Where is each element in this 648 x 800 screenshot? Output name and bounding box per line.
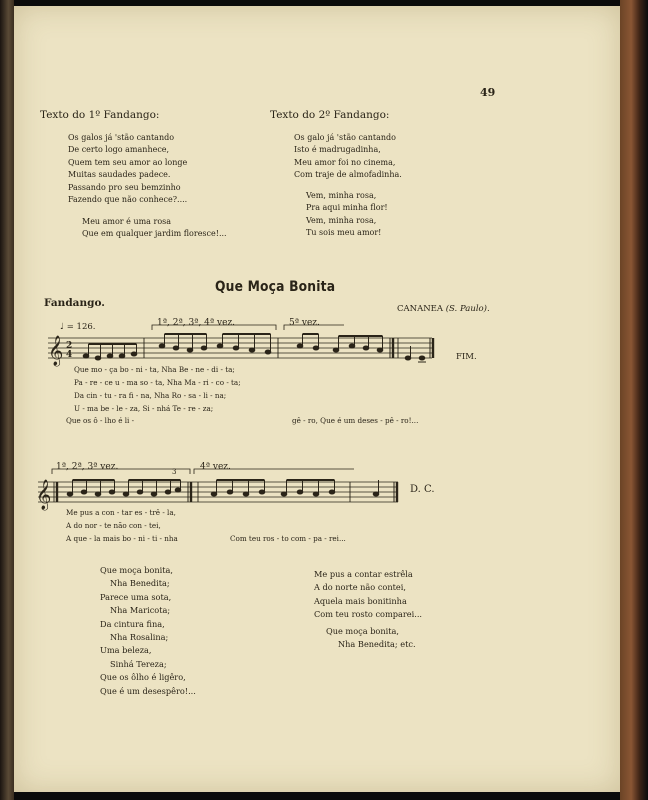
staff-lines [48,338,432,358]
verse-line: Me pus a contar estrêla [314,569,413,579]
treble-clef-icon: 𝄞 [48,336,64,366]
verse-line: Da cintura fina, [100,618,165,629]
treble-clef-icon: 𝄞 [36,480,52,510]
staff-lines [38,482,398,502]
volta-bracket-4 [194,469,354,474]
page-number: 49 [480,86,496,99]
volta-3-label: 1ª, 2ª, 3ª vez. [56,462,119,472]
song-title: Que Moça Bonita [215,279,336,295]
origin-region: (S. Paulo). [445,304,490,314]
verse-line: Com teu rosto comparei... [314,609,423,620]
notes-group-2 [54,480,397,502]
fandango1-heading: Texto do 1º Fandango: [40,109,160,121]
volta-bracket-1 [152,325,276,330]
lyrics-system-2 [66,506,178,545]
verse-line: Que moça bonita, [326,626,400,636]
fandango1-stanza1 [68,132,187,206]
fandango2-stanza2 [306,190,388,240]
text-left-column [100,564,196,698]
verse-line: Os galo já 'stão cantando [294,133,396,142]
fandango2-stanza1 [294,132,402,182]
volta-2-label: 5ª vez. [289,318,320,328]
lyric-line: U - ma be - le - za, Si - nhá Te - re - za; [74,404,214,413]
volta-1-label: 1ª, 2ª, 3ª, 4ª vez. [157,318,236,328]
tuplet-number: 3 [172,468,177,476]
lyric-line: Da cin - tu - ra fi - na, Nha Ro - sa - li - na; [74,391,227,400]
verse-line: Que os ôlho é ligêro, [100,672,186,683]
verse-line: Meu amor é uma rosa [82,217,172,226]
verse-line: Nha Benedita; [110,578,170,589]
verse-line: Fazendo que não conhece?.... [68,195,188,205]
dc-marking: D. C. [410,484,435,495]
verse-line: Muitas saudades padece. [68,170,171,180]
verse-line: Que é um desespêro!... [100,685,196,696]
verse-line: Sinhá Tereza; [110,658,167,669]
verse-line: Que moça bonita, [100,565,174,575]
volta-bracket-2 [284,325,344,330]
origin-place: CANANEA [397,304,443,314]
book-cover-edge [620,0,648,800]
genre-label: Fandango. [44,297,105,309]
time-signature: 2 [66,341,73,351]
lyric-line: Me pus a con - tar es - trê - la, [66,508,176,517]
verse-line: Os galos já 'stão cantando [68,133,175,142]
fandango1-stanza2 [82,216,227,241]
origin-label [397,304,490,314]
lyric-line: A que - la mais bo - ni - ti - nha [66,534,178,543]
verse-line: Que em qualquer jardim floresce!... [82,229,227,239]
volta-bracket-3 [52,469,190,474]
verse-line: Meu amor foi no cinema, [294,157,396,167]
verse-line: De certo logo amanhece, [68,145,170,155]
tempo-marking: ♩ = 126. [60,322,96,332]
text-right-stanza2 [326,625,416,652]
lyric-last-a: Que os ô - lho é li - [66,416,135,425]
verse-line: Parece uma sota, [100,591,172,602]
verse-line: Passando pro seu bemzinho [68,182,181,192]
verse-line: Vem, minha rosa, [306,215,377,225]
lyric-line: Pa - re - ce u - ma so - ta, Nha Ma - ri - co - ta; [74,378,241,387]
scanned-page [14,6,620,792]
fim-marking: FIM. [456,352,477,362]
verse-line: Nha Benedita; etc. [338,639,416,650]
verse-line: A do norte não contei, [314,582,406,593]
verse-line: Quem tem seu amor ao longe [68,157,188,167]
time-signature-lower: 4 [66,350,73,360]
lyric-line: A do nor - te não con - tei, [66,521,161,530]
verse-line: Com traje de almofadinha. [294,170,402,180]
lyric-last-b: gê - ro, Que é um deses - pê - ro!... [292,416,419,425]
verse-line: Nha Rosalina; [110,632,169,643]
lyric-system-2-end: Com teu ros - to com - pa - rei... [230,534,346,543]
verse-line: Isto é madrugadinha, [294,145,381,155]
verse-line: Pra aqui minha flor! [306,203,388,213]
verse-line: Uma beleza, [100,645,152,656]
verse-line: Vem, minha rosa, [306,191,377,200]
lyrics-system-1 [74,363,241,415]
verse-line: Tu sois meu amor! [306,228,382,238]
lyric-line: Que mo - ça bo - ni - ta, Nha Be - ne - di - ta; [74,365,235,374]
text-right-stanza1 [314,568,422,622]
volta-4-label: 4ª vez. [200,462,231,472]
fandango2-heading: Texto do 2º Fandango: [270,109,390,121]
verse-line: Aquela mais bonitinha [314,595,407,606]
verse-line: Nha Maricota; [110,605,171,616]
book-spine [0,0,14,800]
